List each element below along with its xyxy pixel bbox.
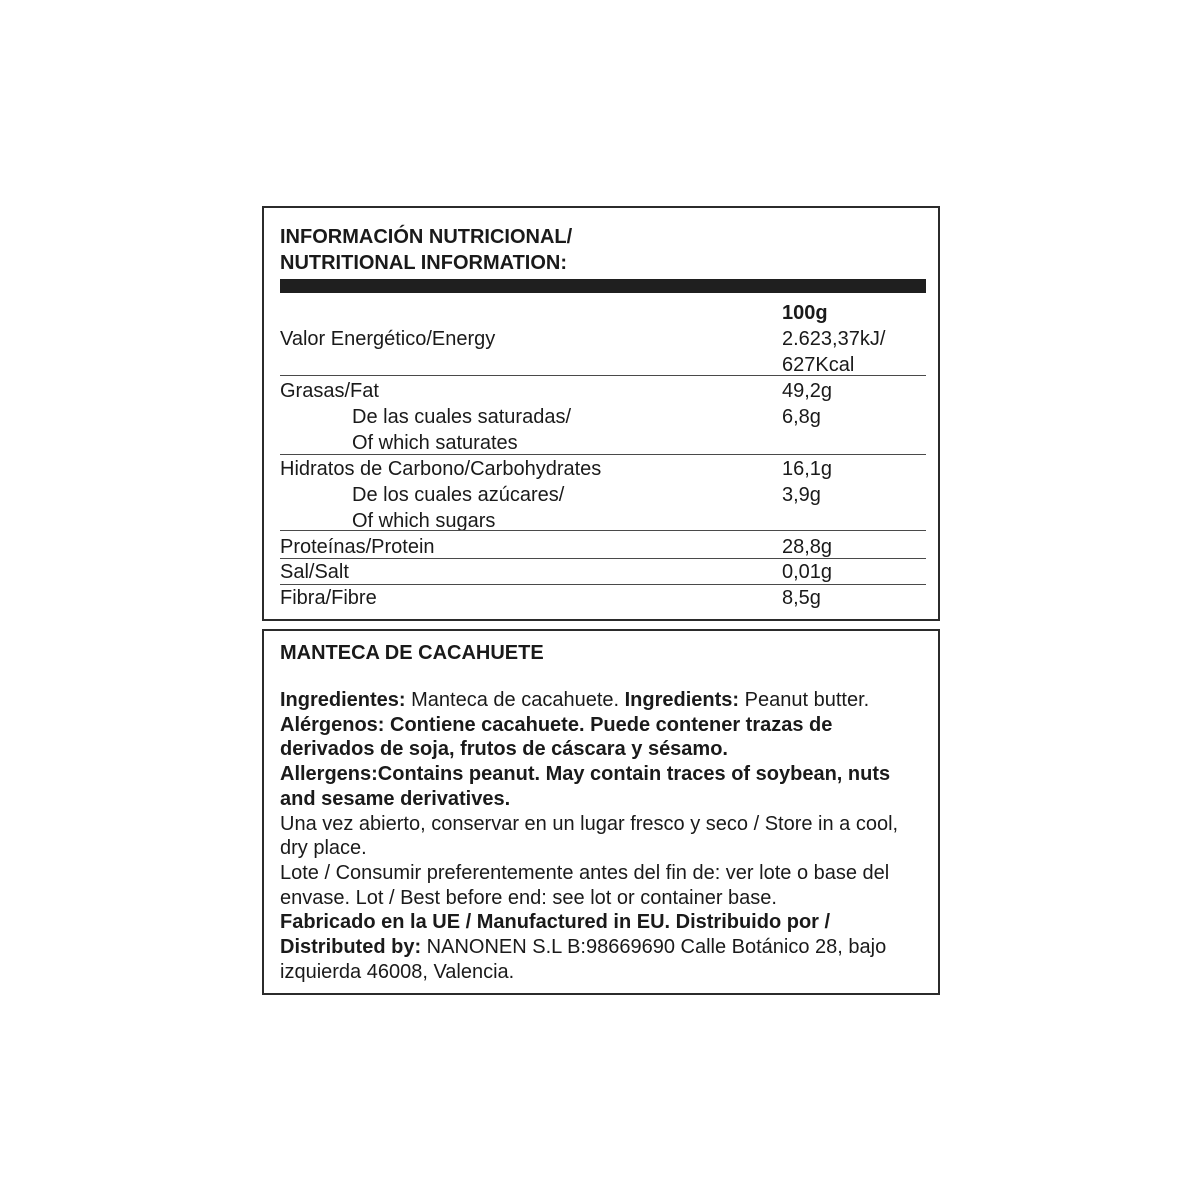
allergens-en <box>280 762 930 811</box>
manufacturer-label: Fabricado en la UE / Manufactured in EU. Distribuido por / Distributed by: <box>280 911 831 959</box>
ingredients-en-label: Ingredients: <box>624 689 740 711</box>
nutrition-facts-table <box>262 206 940 621</box>
allergens-es-text: Alérgenos: Contiene cacahuete. Puede contener trazas de derivados de soja, frutos de cáscara y sésamo. <box>280 713 833 761</box>
nutrition-title <box>280 224 572 276</box>
best-before: Lote / Consumir preferentemente antes del fin de: ver lote o base del envase. Lot / Best before end: see lot or container base. <box>280 861 890 909</box>
storage-instructions: Una vez abierto, conservar en un lugar fresco y seco / Store in a cool, dry place. <box>280 812 899 860</box>
sugars-label-line1: De los cuales azúcares/ <box>352 484 565 506</box>
header-divider-bar <box>280 279 926 293</box>
salt-label: Sal/Salt <box>280 561 349 583</box>
energy-label: Valor Energético/Energy <box>280 328 496 350</box>
row-divider <box>280 454 926 455</box>
salt-value: 0,01g <box>782 561 833 583</box>
nutrition-title-line1: INFORMACIÓN NUTRICIONAL/ <box>280 226 573 248</box>
saturates-label-line1: De las cuales saturadas/ <box>352 406 572 428</box>
row-divider <box>280 375 926 376</box>
fat-label: Grasas/Fat <box>280 380 379 402</box>
row-divider <box>280 530 926 531</box>
product-name: MANTECA DE CACAHUETE <box>280 642 544 664</box>
saturates-label-line2: Of which saturates <box>352 432 518 454</box>
ingredients-en: Peanut butter. <box>739 689 870 711</box>
protein-label: Proteínas/Protein <box>280 536 435 558</box>
ingredients-es: Manteca de cacahuete. <box>405 689 625 711</box>
fibre-value: 8,5g <box>782 587 821 609</box>
fibre-label: Fibra/Fibre <box>280 587 377 609</box>
energy-value-kj: 2.623,37kJ/ <box>782 328 886 350</box>
carbs-label: Hidratos de Carbono/Carbohydrates <box>280 458 602 480</box>
manufacturer-details: NANONEN S.L B:98669690 Calle Botánico 28, bajo izquierda 46008, Valencia. <box>280 936 887 983</box>
column-header-100g: 100g <box>782 302 828 324</box>
allergens-en-text: Allergens:Contains peanut. May contain traces of soybean, nuts and sesame derivatives. <box>280 763 891 810</box>
ingredients-line <box>280 688 930 713</box>
allergens-es <box>280 713 930 762</box>
manufacturer-line <box>280 910 930 984</box>
saturates-value: 6,8g <box>782 406 821 428</box>
protein-value: 28,8g <box>782 536 833 558</box>
energy-value-kcal: 627Kcal <box>782 354 855 376</box>
product-info-text <box>280 688 930 984</box>
product-info-panel <box>262 629 940 995</box>
carbs-value: 16,1g <box>782 458 833 480</box>
sugars-value: 3,9g <box>782 484 821 506</box>
ingredients-es-label: Ingredientes: <box>280 689 406 711</box>
sugars-label-line2: Of which sugars <box>352 510 496 532</box>
nutrition-title-line2: NUTRITIONAL INFORMATION: <box>280 252 568 274</box>
fat-value: 49,2g <box>782 380 833 402</box>
row-divider <box>280 584 926 585</box>
